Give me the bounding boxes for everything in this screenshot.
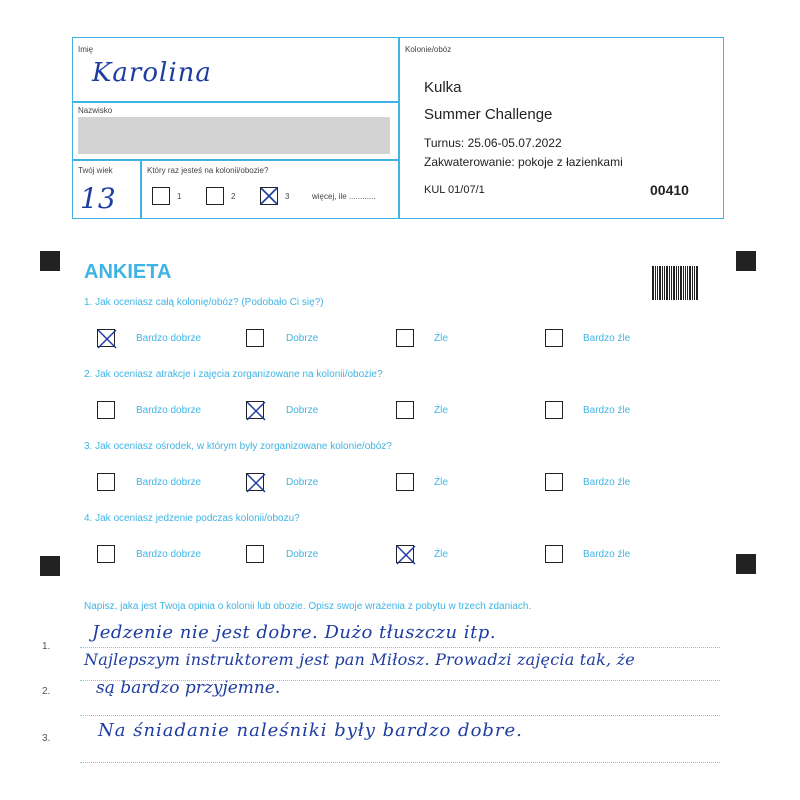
- header-divider-vertical: [398, 37, 400, 219]
- zakwaterowanie: Zakwaterowanie: pokoje z łazienkami: [424, 155, 623, 169]
- writing-line: [80, 762, 720, 763]
- wiek-value: 13: [80, 182, 116, 215]
- visit-option-3-label: 3: [285, 192, 290, 201]
- question-3-option-4-label: Bardzo źle: [583, 477, 631, 488]
- visit-option-2-label: 2: [231, 192, 236, 201]
- question-4-option-2-checkbox[interactable]: [246, 545, 264, 563]
- survey-title: ANKIETA: [84, 261, 172, 283]
- camp-code: KUL 01/07/1: [424, 184, 485, 196]
- camp-name-1: Kulka: [424, 79, 462, 96]
- handwritten-line-2: Najlepszym instruktorem jest pan Miłosz. Prowadzi zajęcia tak, że: [84, 650, 635, 669]
- check-mark-icon: [243, 470, 269, 496]
- question-4-option-4-checkbox[interactable]: [545, 545, 563, 563]
- check-mark-icon: [243, 398, 269, 424]
- check-mark-icon: [94, 326, 120, 352]
- check-mark-icon: [257, 184, 281, 208]
- header-divider-2: [72, 159, 399, 161]
- question-3-option-2-label: Dobrze: [286, 477, 319, 488]
- writing-line: [80, 715, 720, 716]
- question-1-option-3-checkbox[interactable]: [396, 329, 414, 347]
- question-2-option-4-checkbox[interactable]: [545, 401, 563, 419]
- question-4-option-1-checkbox[interactable]: [97, 545, 115, 563]
- header-divider-age: [140, 159, 142, 219]
- question-4-text: 4. Jak oceniasz jedzenie podczas kolonii/obozu?: [84, 513, 300, 524]
- line-number-1: 1.: [42, 641, 51, 652]
- form-number: 00410: [650, 182, 689, 198]
- registration-marker-top-left: [40, 251, 60, 271]
- question-4-option-3-label: Źle: [434, 549, 448, 560]
- question-2-text: 2. Jak oceniasz atrakcje i zajęcia zorganizowane na kolonii/obozie?: [84, 369, 383, 380]
- question-3-option-2-checkbox[interactable]: [246, 473, 264, 491]
- registration-marker-top-right: [736, 251, 756, 271]
- barcode: [652, 266, 702, 300]
- visit-checkbox-1[interactable]: [152, 187, 170, 205]
- question-3-option-3-checkbox[interactable]: [396, 473, 414, 491]
- question-1-option-1-label: Bardzo dobrze: [136, 333, 202, 344]
- visit-checkbox-2[interactable]: [206, 187, 224, 205]
- question-1-option-2-checkbox[interactable]: [246, 329, 264, 347]
- camp-name-2: Summer Challenge: [424, 106, 553, 123]
- question-3-text: 3. Jak oceniasz ośrodek, w którym były zorganizowane kolonie/obóz?: [84, 441, 392, 452]
- registration-marker-bottom-left: [40, 556, 60, 576]
- question-3-option-3-label: Źle: [434, 477, 448, 488]
- ktory-raz-label: Który raz jesteś na kolonii/obozie?: [147, 166, 269, 175]
- visit-option-1-label: 1: [177, 192, 182, 201]
- check-mark-icon: [393, 542, 419, 568]
- kolonia-label: Kolonie/obóz: [405, 45, 452, 54]
- question-3-option-4-checkbox[interactable]: [545, 473, 563, 491]
- question-2-option-2-checkbox[interactable]: [246, 401, 264, 419]
- visit-checkbox-3[interactable]: [260, 187, 278, 205]
- header-divider-1: [72, 101, 399, 103]
- question-1-option-3-label: Źle: [434, 333, 448, 344]
- line-number-3: 3.: [42, 733, 51, 744]
- question-1-option-4-checkbox[interactable]: [545, 329, 563, 347]
- imie-value: Karolina: [92, 58, 212, 88]
- question-2-option-1-checkbox[interactable]: [97, 401, 115, 419]
- wiecej-label: więcej, ile ............: [312, 192, 376, 201]
- handwritten-line-1: Jedzenie nie jest dobre. Dużo tłuszczu itp.: [92, 622, 497, 643]
- question-3-option-1-checkbox[interactable]: [97, 473, 115, 491]
- line-number-2: 2.: [42, 686, 51, 697]
- nazwisko-label: Nazwisko: [78, 106, 113, 115]
- question-4-option-4-label: Bardzo źle: [583, 549, 631, 560]
- turnus: Turnus: 25.06-05.07.2022: [424, 136, 562, 150]
- redacted-surname: [78, 117, 390, 154]
- question-2-option-1-label: Bardzo dobrze: [136, 405, 202, 416]
- question-3-option-1-label: Bardzo dobrze: [136, 477, 202, 488]
- question-1-text: 1. Jak oceniasz całą kolonię/obóz? (Podobało Ci się?): [84, 297, 324, 308]
- registration-marker-bottom-right: [736, 554, 756, 574]
- question-1-option-4-label: Bardzo źle: [583, 333, 631, 344]
- question-2-option-3-checkbox[interactable]: [396, 401, 414, 419]
- opinion-prompt: Napisz, jaka jest Twoja opinia o kolonii lub obozie. Opisz swoje wrażenia z pobytu w trzech zdaniach.: [84, 601, 532, 612]
- handwritten-line-4: Na śniadanie naleśniki były bardzo dobre.: [98, 720, 523, 741]
- question-2-option-2-label: Dobrze: [286, 405, 319, 416]
- question-2-option-3-label: Źle: [434, 405, 448, 416]
- writing-line: [80, 647, 720, 648]
- question-4-option-1-label: Bardzo dobrze: [136, 549, 202, 560]
- handwritten-line-3: są bardzo przyjemne.: [96, 678, 281, 698]
- question-1-option-1-checkbox[interactable]: [97, 329, 115, 347]
- question-4-option-2-label: Dobrze: [286, 549, 319, 560]
- question-2-option-4-label: Bardzo źle: [583, 405, 631, 416]
- wiek-label: Twój wiek: [78, 166, 113, 175]
- imie-label: Imię: [78, 45, 94, 54]
- question-1-option-2-label: Dobrze: [286, 333, 319, 344]
- question-4-option-3-checkbox[interactable]: [396, 545, 414, 563]
